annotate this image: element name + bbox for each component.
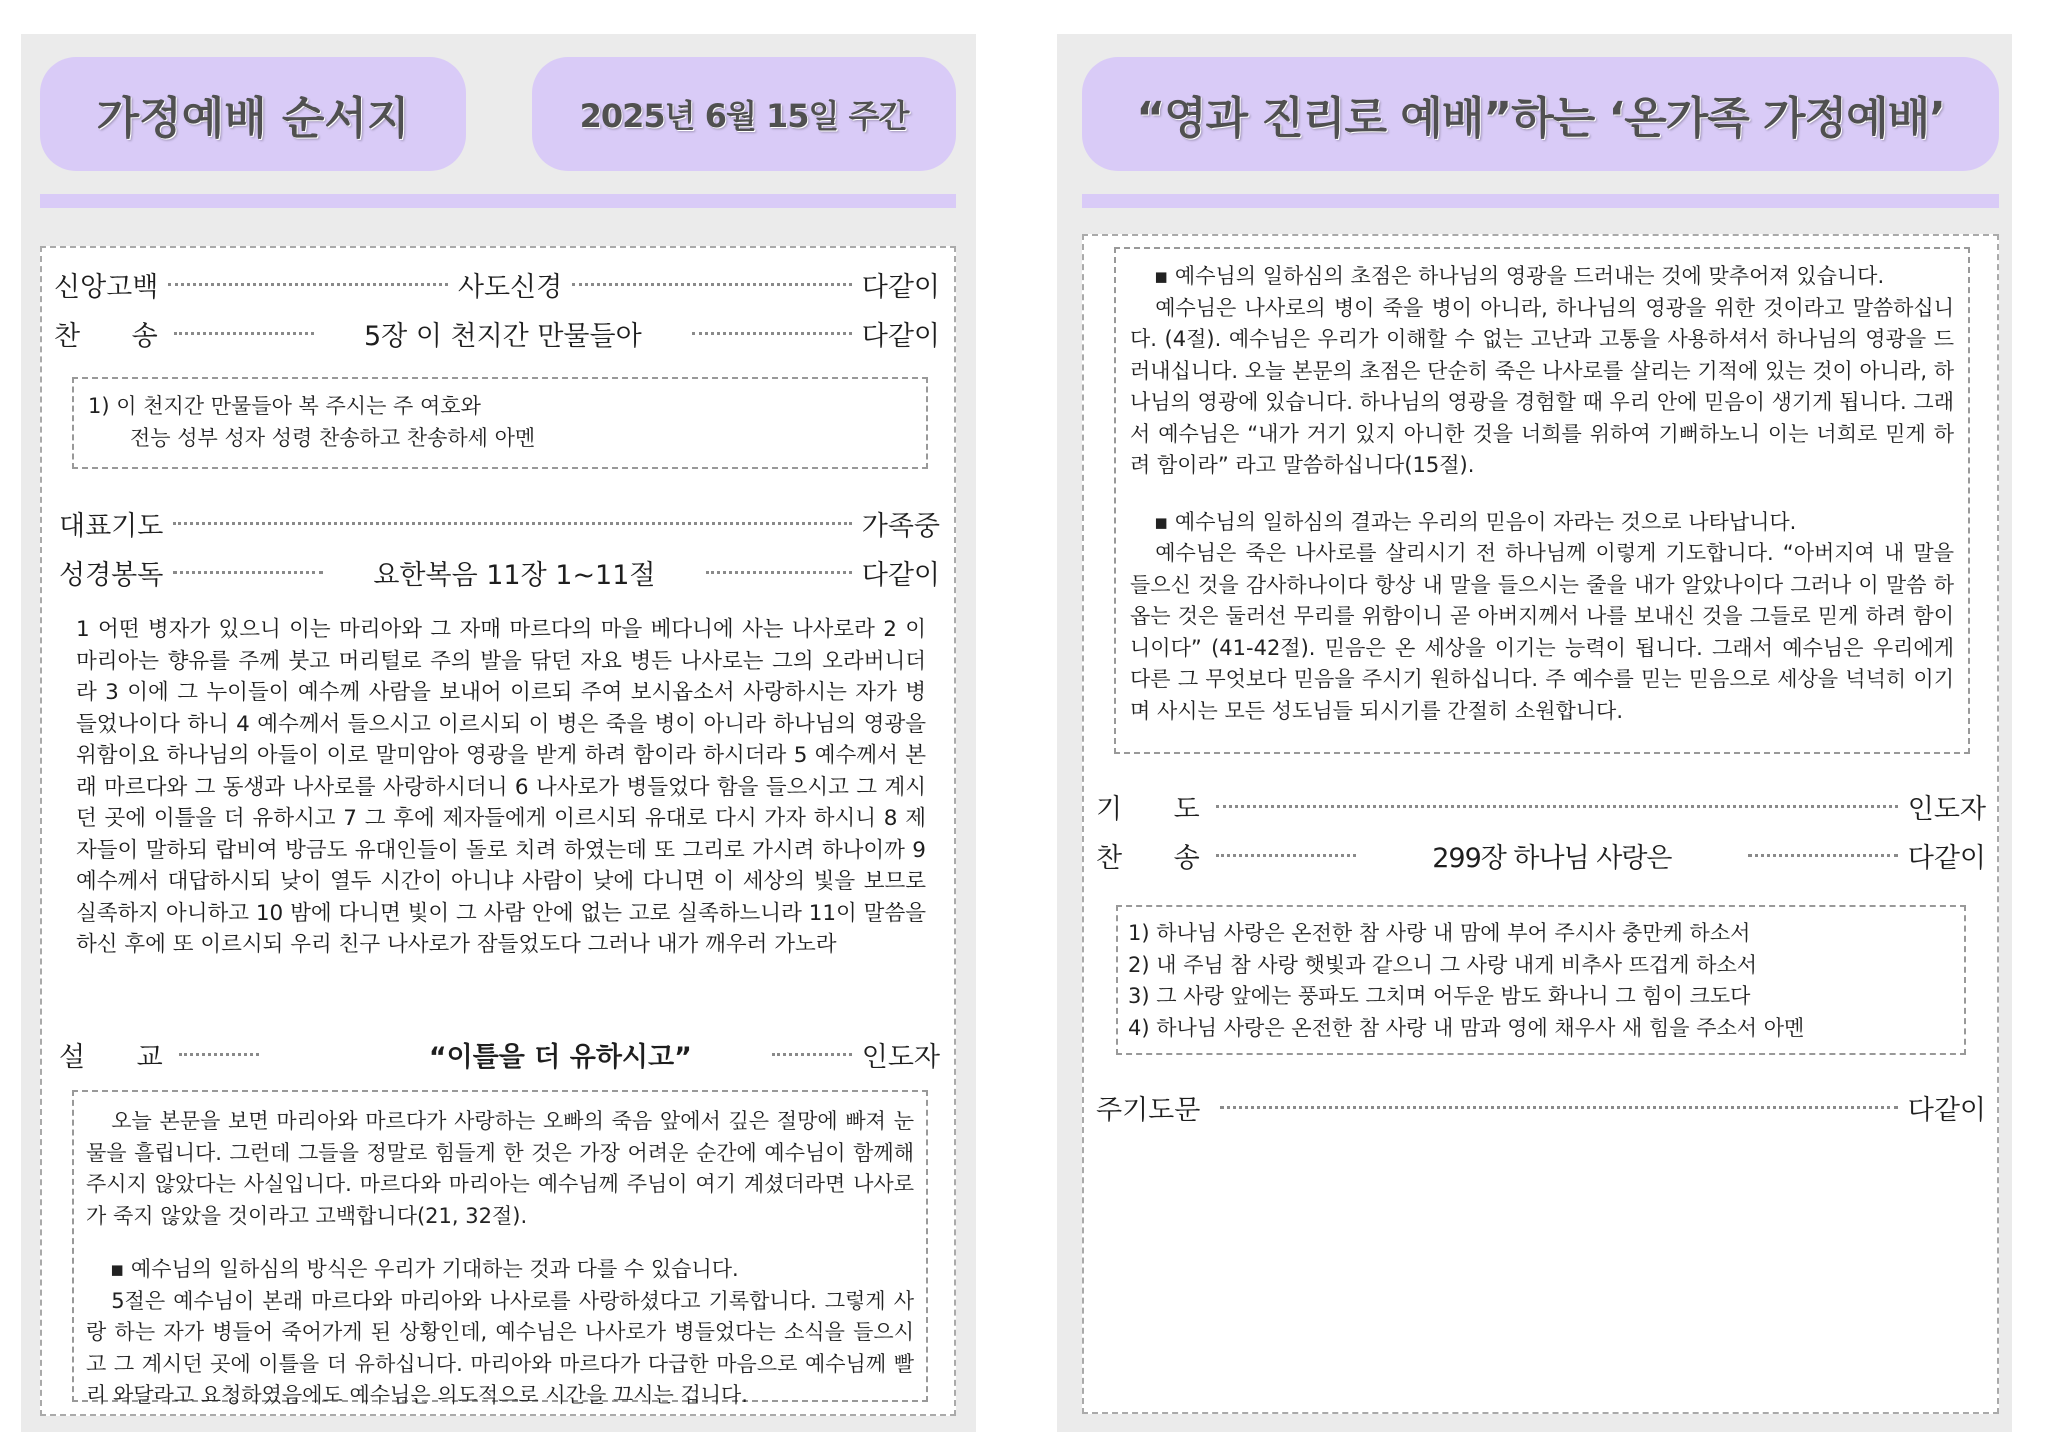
dot-leader [572, 283, 852, 286]
row-prayer [1096, 787, 1986, 826]
lyric-line: 1) 이 천지간 만물들아 복 주시는 주 여호와 [88, 394, 481, 418]
row-label: 설 교 [59, 1042, 163, 1073]
hymn-lyrics-box [1116, 905, 1966, 1055]
dot-leader [173, 522, 851, 525]
right-page [1057, 34, 2012, 1432]
dot-leader [1216, 854, 1356, 857]
row-right: 다같이 [861, 321, 940, 352]
dot-leader [179, 1053, 259, 1056]
row-label: 대표기도 [59, 511, 164, 542]
lyric-line: 2) 내 주님 참 사랑 햇빛과 같으니 그 사랑 내게 비추사 뜨겁게 하소서 [1128, 952, 1758, 977]
row-right: 다같이 [861, 560, 940, 591]
sermon-box [72, 1090, 928, 1407]
dot-leader [706, 571, 852, 574]
row-middle: 5장 이 천지간 만물들아 [364, 321, 642, 352]
sermon-title: “이틀을 더 유하시고” [428, 1042, 692, 1073]
dot-leader [173, 571, 323, 574]
row-label: 기 도 [1096, 794, 1200, 825]
lyric-line: 전능 성부 성자 성령 찬송하고 찬송하세 아멘 [130, 426, 536, 450]
dot-leader [168, 283, 448, 286]
row-reading [59, 553, 940, 592]
dot-leader [1220, 1106, 1897, 1109]
row-right: 다같이 [861, 272, 940, 303]
dot-leader [692, 332, 852, 335]
row-middle: 사도신경 [457, 272, 563, 303]
left-page [21, 34, 976, 1432]
bulletin-title: 가정예배 순서지 [40, 57, 466, 171]
dot-leader [772, 1053, 852, 1056]
header-divider [1082, 194, 1999, 208]
row-middle: 요한복음 11장 1~11절 [373, 560, 656, 591]
sermon-continued-box [1114, 247, 1970, 754]
week-date: 2025년 6월 15일 주간 [532, 57, 956, 171]
row-right: 다같이 [1907, 1095, 1986, 1126]
row-label: 신앙고백 [54, 272, 159, 303]
sermon-point-body: 예수님은 죽은 나사로를 살리시기 전 하나님께 이렇게 기도합니다. “아버지여 내 말을 들으신 것을 감사하나이다 항상 내 말을 들으시는 줄을 내가 알았나이다 그러나 이 말씀 하옵는 것은 둘러선 무리를 위함이니 곧 아버지께서 나를 보내신 것을 그들로 믿게 하려 함이니이다” (41-42절). 믿음은 온 세상을 이기는 능력이 됩니다. 그래서 예수님은 우리에게 다른 그 무엇보다 믿음을 주시기 원하십니다. 주 예수를 믿는 믿음으로 세상을 넉넉히 이기며 사시는 모든 성도님들 되시기를 간절히 소원합니다. [1130, 541, 1954, 723]
row-label: 찬 송 [54, 321, 158, 352]
worship-slogan: “영과 진리로 예배”하는 ‘온가족 가정예배’ [1082, 57, 1999, 171]
sermon-point-body: 예수님은 나사로의 병이 죽을 병이 아니라, 하나님의 영광을 위한 것이라고 말씀하십니다. (4절). 예수님은 우리가 이해할 수 없는 고난과 고통을 사용하셔서 하나님의 영광을 드러내십니다. 오늘 본문의 초점은 단순히 죽은 나사로를 살리는 기적에 있는 것이 아니라, 하나님의 영광에 있습니다. 하나님의 영광을 경험할 때 우리 안에 믿음이 생기게 됩니다. 그래서 예수님은 “내가 거기 있지 아니한 것을 너희를 위하여 기뻐하노니 이는 너희로 믿게 하려 함이라” 라고 말씀하십니다(15절). [1130, 295, 1954, 477]
hymn-lyrics-box [72, 377, 928, 469]
row-label: 성경봉독 [59, 560, 164, 591]
row-middle: 299장 하나님 사랑은 [1432, 843, 1672, 874]
sermon-point-body: 5절은 예수님이 본래 마르다와 마리아와 나사로를 사랑하셨다고 기록합니다. 그렇게 사랑 하는 자가 병들어 죽어가게 된 상황인데, 예수님은 나사로가 병들었다는 소식을 들으시고 그 계시던 곳에 이틀을 더 유하십니다. 마리아와 마르다가 다급한 마음으로 예수님께 빨리 와달라고 요청하였음에도 예수님은 의도적으로 시간을 끄시는 겁니다. [86, 1288, 914, 1407]
row-creed [54, 265, 940, 304]
left-content-box [40, 246, 956, 1416]
sermon-point-heading: ▪ 예수님의 일하심의 방식은 우리가 기대하는 것과 다를 수 있습니다. [110, 1257, 739, 1281]
header-divider [40, 194, 956, 208]
lyric-line: 4) 하나님 사랑은 온전한 참 사랑 내 맘과 영에 채우사 새 힘을 주소서 아멘 [1128, 1015, 1805, 1040]
sermon-point-heading: ▪ 예수님의 일하심의 결과는 우리의 믿음이 자라는 것으로 나타납니다. [1154, 509, 1797, 534]
row-prayer [59, 504, 940, 543]
row-lords-prayer [1096, 1088, 1986, 1127]
row-right: 인도자 [1907, 794, 1986, 825]
sermon-point-heading: ▪ 예수님의 일하심의 초점은 하나님의 영광을 드러내는 것에 맞추어져 있습니다. [1154, 264, 1885, 288]
row-right: 다같이 [1907, 843, 1986, 874]
dot-leader [1216, 805, 1898, 808]
lyric-line: 1) 하나님 사랑은 온전한 참 사랑 내 맘에 부어 주시사 충만케 하소서 [1128, 921, 1751, 945]
row-right: 가족중 [861, 511, 940, 542]
row-right: 인도자 [861, 1042, 940, 1073]
scripture-text: 1 어떤 병자가 있으니 이는 마리아와 그 자매 마르다의 마을 베다니에 사는 나사로라 2 이 마리아는 향유를 주께 붓고 머리털로 주의 발을 닦던 자요 병든 나사로는 그의 오라버니더라 3 이에 그 누이들이 예수께 사람을 보내어 이르되 주여 보시옵소서 사랑하시는 자가 병들었나이다 하니 4 예수께서 들으시고 이르시되 이 병은 죽을 병이 아니라 하나님의 영광을 위함이요 하나님의 아들이 이로 말미암아 영광을 받게 하려 함이라 하시더라 5 예수께서 본래 마르다와 그 동생과 나사로를 사랑하시더니 6 나사로가 병들었다 함을 들으시고 그 계시던 곳에 이틀을 더 유하시고 7 그 후에 제자들에게 이르시되 유대로 다시 가자 하시니 8 제자들이 말하되 랍비여 방금도 유대인들이 돌로 치려 하였는데 또 그리로 가시려 하나이까 9 예수께서 대답하시되 낮이 열두 시간이 아니냐 사람이 낮에 다니면 이 세상의 빛을 보므로 실족하지 아니하고 10 밤에 다니면 빛이 그 사람 안에 없는 고로 실족하느니라 11이 말씀을 하신 후에 또 이르시되 우리 친구 나사로가 잠들었도다 그러나 내가 깨우러 가노라 [76, 617, 926, 957]
sermon-intro: 오늘 본문을 보면 마리아와 마르다가 사랑하는 오빠의 죽음 앞에서 깊은 절망에 빠져 눈물을 흘립니다. 그런데 그들을 정말로 힘들게 한 것은 가장 어려운 순간에 예수님이 함께해 주시지 않았다는 사실입니다. 마르다와 마리아는 예수님께 주님이 여기 계셨더라면 나사로가 죽지 않았을 것이라고 고백합니다(21, 32절). [86, 1109, 914, 1228]
row-label: 주기도문 [1096, 1095, 1201, 1126]
lyric-line: 3) 그 사랑 앞에는 풍파도 그치며 어두운 밤도 화나니 그 힘이 크도다 [1128, 984, 1751, 1008]
row-sermon [59, 1035, 940, 1074]
right-content-box [1082, 234, 1999, 1414]
row-label: 찬 송 [1096, 843, 1200, 874]
row-hymn [54, 314, 940, 353]
row-hymn [1096, 836, 1986, 875]
dot-leader [1748, 854, 1898, 857]
dot-leader [174, 332, 314, 335]
